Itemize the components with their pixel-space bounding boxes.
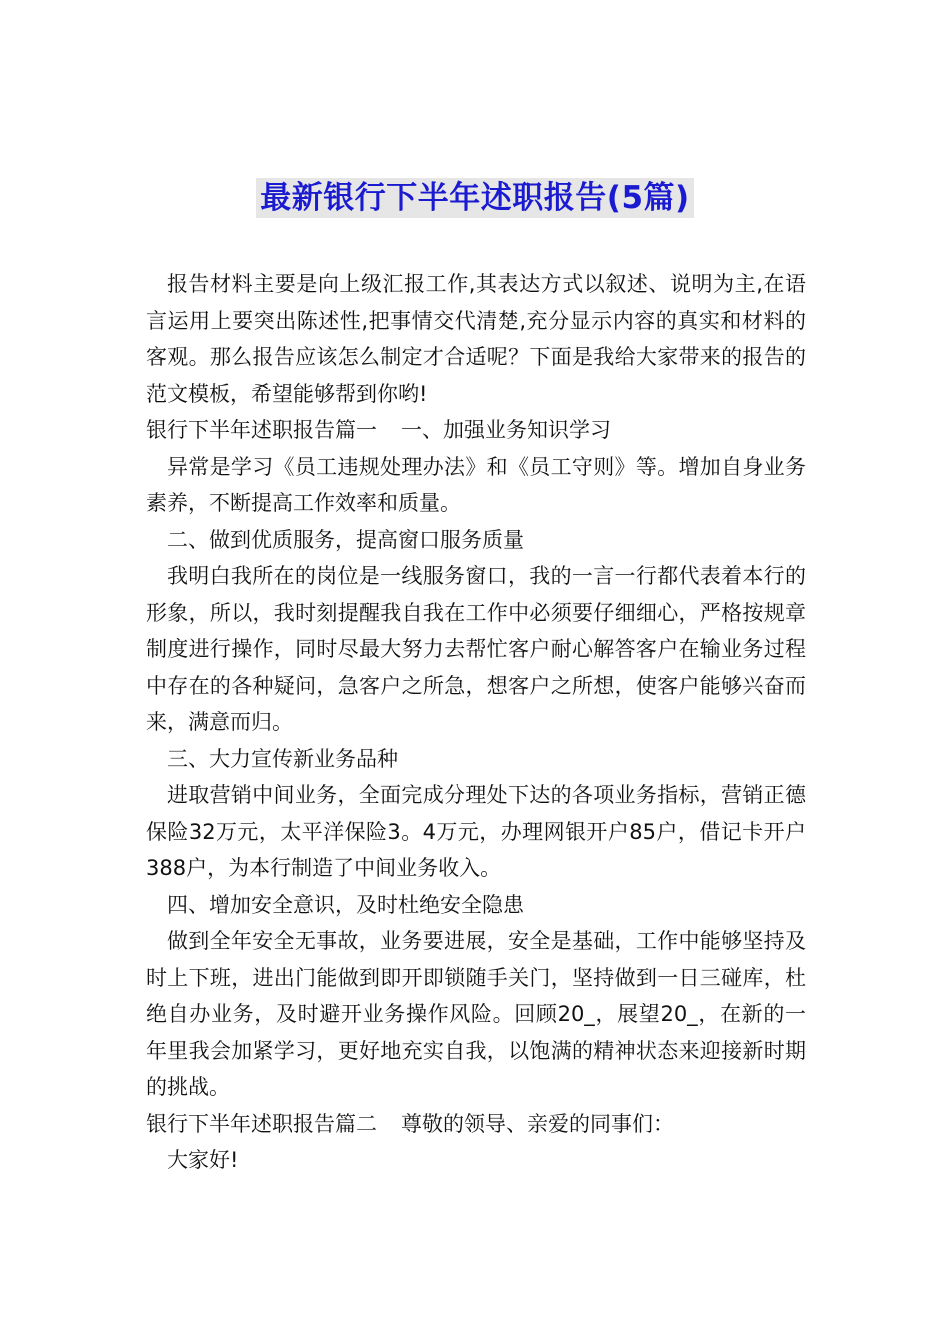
title-container [0,178,950,218]
section-three-heading: 三、大力宣传新业务品种 [167,746,398,771]
section-four-body: 做到全年安全无事故，业务要进展，安全是基础，工作中能够坚持及时上下班，进出门能做到即开即锁随手关门，坚持做到一日三碰库，杜绝自办业务，及时避开业务操作风险。回顾20_，展望20_，在新的一年里我会加紧学习，更好地充实自我，以饱满的精神状态来迎接新时期的挑战。 [146,929,806,1099]
part-one-label: 银行下半年述职报告篇一 [146,418,377,442]
section-one-heading: 一、加强业务知识学习 [401,418,611,442]
greeting: 大家好! [167,1148,239,1172]
section-three-body: 进取营销中间业务，全面完成分理处下达的各项业务指标，营销正德保险32万元，太平洋保险3。4万元，办理网银开户85户，借记卡开户388户，为本行制造了中间业务收入。 [146,783,806,880]
section-two-heading: 二、做到优质服务，提高窗口服务质量 [167,527,524,552]
part-two-line [146,1106,806,1143]
document-title: 最新银行下半年述职报告(5篇) [256,178,693,218]
document-body [146,266,806,1179]
intro-paragraph: 报告材料主要是向上级汇报工作,其表达方式以叙述、说明为主,在语言运用上要突出陈述性,把事情交代清楚,充分显示内容的真实和材料的客观。那么报告应该怎么制定才合适呢？下面是我给大家带来的报告的范文模板，希望能够帮到你哟! [146,272,806,406]
section-two-body: 我明白我所在的岗位是一线服务窗口，我的一言一行都代表着本行的形象，所以，我时刻提醒我自我在工作中必须要仔细细心，严格按规章制度进行操作，同时尽最大努力去帮忙客户耐心解答客户在输业务过程中存在的各种疑问，急客户之所急，想客户之所想，使客户能够兴奋而来，满意而归。 [146,564,806,734]
part-one-line [146,412,806,449]
salutation: 尊敬的领导、亲爱的同事们： [401,1111,674,1136]
section-four-heading: 四、增加安全意识，及时杜绝安全隐患 [167,892,524,917]
section-one-body: 异常是学习《员工违规处理办法》和《员工守则》等。增加自身业务素养，不断提高工作效率和质量。 [146,454,806,515]
part-two-label: 银行下半年述职报告篇二 [146,1111,377,1136]
